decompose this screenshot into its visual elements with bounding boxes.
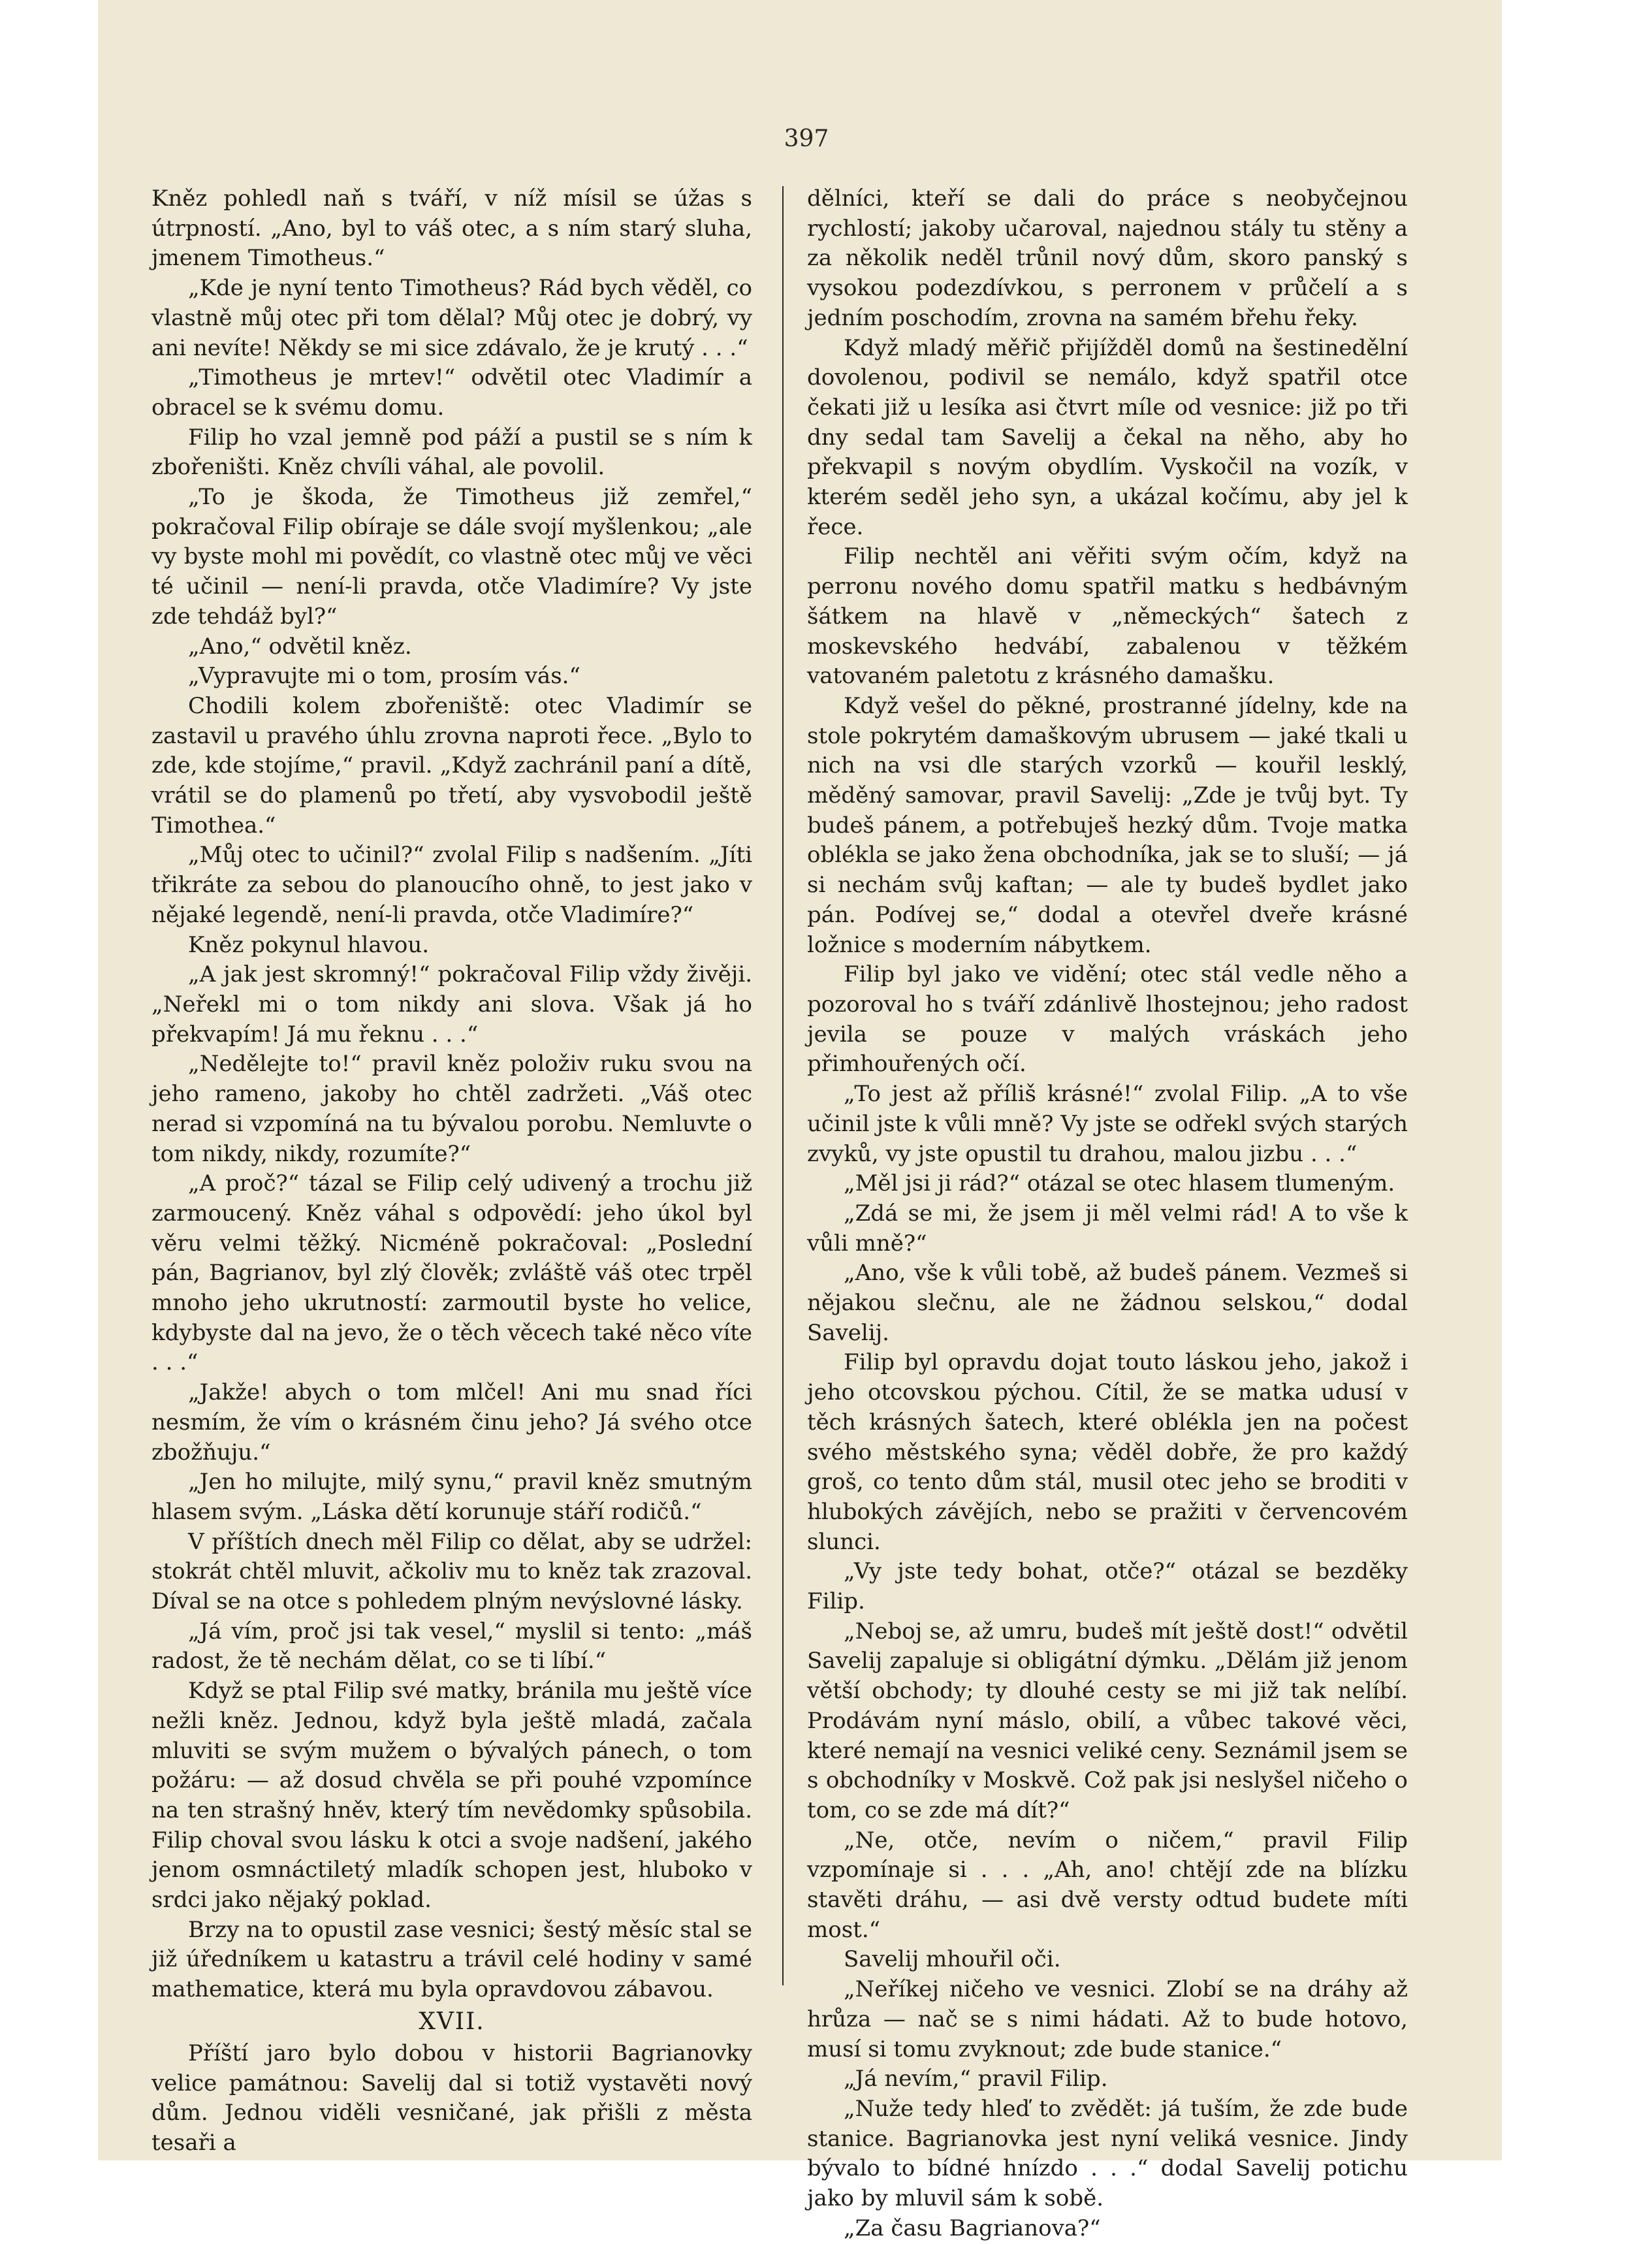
paragraph: „Nuže tedy hleď to zvědět: já tuším, že zde bude stanice. Bagrianovka jest nyní veliká vesnice. Jindy bývalo to bídné hnízdo . . .“ dodal Savelij potichu jako by mluvil sám k sobě. [807, 2096, 1408, 2212]
paragraph: „Já nevím,“ pravil Filip. [844, 2066, 1108, 2092]
paragraph: Kněz pokynul hlavou. [188, 931, 430, 958]
paragraph: Filip byl opravdu dojat touto láskou jeho, jakož i jeho otcovskou pýchou. Cítil, že se matka udusí v těch krásných šatech, které oblékla jen na počest svého městského syna; věděl dobře, že pro každý groš, co tento dům stál, musil otec jeho se broditi v hlubokých závějích, nebo se pražiti v červencovém slunci. [807, 1349, 1408, 1555]
paragraph: „Měl jsi ji rád?“ otázal se otec hlasem tlumeným. [844, 1170, 1395, 1197]
paragraph: „Vypravujte mi o tom, prosím vás.“ [188, 663, 580, 690]
paragraph: Když vešel do pěkné, prostranné jídelny, kde na stole pokrytém damaškovým ubrusem — jaké tkali u nich na vsi dle starých vzorků — kouřil lesklý, měděný samovar, pravil Savelij: „Zde je tvůj byt. Ty budeš pánem, a potřebuješ hezký dům. Tvoje matka oblékla se jako žena obchodníka, jak se to sluší; — já si nechám svůj kaftan; — ale ty budeš bydlet jako pán. Podívej se,“ dodal a otevřel dveře krásné ložnice s moderním nábytkem. [807, 692, 1408, 958]
right-column [807, 184, 1408, 2244]
paragraph: Chodili kolem zbořeniště: otec Vladimír se zastavil u pravého úhlu zrovna naproti řece. „Bylo to zde, kde stojíme,“ pravil. „Když zachránil paní a dítě, vrátil se do plamenů po třetí, aby vysvobodil ještě Timothea.“ [151, 692, 752, 839]
paragraph: Brzy na to opustil zase vesnici; šestý měsíc stal se již úředníkem u katastru a trávil celé hodiny v samé mathematice, která mu byla opravdovou zábavou. [151, 1916, 752, 2003]
paragraph: „Nedělejte to!“ pravil kněz položiv ruku svou na jeho rameno, jakoby ho chtěl zadržeti. „Váš otec nerad si vzpomíná na tu bývalou porobu. Nemluvte o tom nikdy, nikdy, rozumíte?“ [151, 1051, 752, 1167]
paragraph: „Timotheus je mrtev!“ odvětil otec Vladimír a obracel se k svému domu. [151, 364, 752, 421]
paragraph: „Můj otec to učinil?“ zvolal Filip s nadšením. „Jíti třikráte za sebou do planoucího ohně, to jest jako v nějaké legendě, není-li pravda, otče Vladimíre?“ [151, 842, 752, 928]
paragraph: Příští jaro bylo dobou v historii Bagrianovky velice památnou: Savelij dal si totiž vystavěti nový dům. Jednou viděli vesničané, jak přišli z města tesaři a [151, 2040, 752, 2156]
paragraph: „Kde je nyní tento Timotheus? Rád bych věděl, co vlastně můj otec při tom dělal? Můj otec je dobrý, vy ani nevíte! Někdy se mi sice zdávalo, že je krutý . . .“ [151, 275, 752, 361]
page-number: 397 [784, 125, 829, 152]
paragraph: „Za času Bagrianova?“ [844, 2215, 1101, 2241]
paragraph: Savelij mhouřil oči. [844, 1946, 1061, 1973]
paragraph: Filip byl jako ve vidění; otec stál vedle něho a pozoroval ho s tváří zdánlivě lhostejnou; jeho radost jevila se pouze v malých vráskách jeho přimhouřených očí. [807, 961, 1408, 1078]
paragraph: „Já vím, proč jsi tak vesel,“ myslil si tento: „máš radost, že tě nechám dělat, co se ti líbí.“ [151, 1618, 752, 1675]
chapter-heading: XVII. [419, 2008, 485, 2035]
paragraph: „Jakže! abych o tom mlčel! Ani mu snad říci nesmím, že vím o krásném činu jeho? Já svého otce zbožňuju.“ [151, 1379, 752, 1466]
left-column [151, 184, 752, 2158]
paragraph: Filip ho vzal jemně pod páží a pustil se s ním k zbořeništi. Kněz chvíli váhal, ale povolil. [151, 424, 752, 481]
paragraph: „Jen ho milujte, milý synu,“ pravil kněz smutným hlasem svým. „Láska dětí korunuje stáří rodičů.“ [151, 1469, 752, 1525]
paragraph: „To jest až příliš krásné!“ zvolal Filip. „A to vše učinil jste k vůli mně? Vy jste se odřekl svých starých zvyků, vy jste opustil tu drahou, malou jizbu . . .“ [807, 1081, 1408, 1167]
paragraph: „Ano, vše k vůli tobě, až budeš pánem. Vezmeš si nějakou slečnu, ale ne žádnou selskou,“ dodal Savelij. [807, 1260, 1408, 1346]
column-divider [782, 186, 784, 1985]
paragraph: Když mladý měřič přijížděl domů na šestinedělní dovolenou, podivil se nemálo, když spatřil otce čekati již u lesíka asi čtvrt míle od vesnice: již po tři dny sedal tam Savelij a čekal na něho, aby ho překvapil s novým obydlím. Vyskočil na vozík, v kterém seděl jeho syn, a ukázal kočímu, aby jel k řece. [807, 334, 1408, 540]
paragraph: „To je škoda, že Timotheus již zemřel,“ pokračoval Filip obíraje se dále svojí myšlenkou; „ale vy byste mohl mi povědít, co vlastně otec můj ve věci té učinil — není-li pravda, otče Vladimíre? Vy jste zde tehdáž byl?“ [151, 484, 752, 630]
paragraph: Kněz pohledl naň s tváří, v níž mísil se úžas s útrpností. „Ano, byl to váš otec, a s ním starý sluha, jmenem Timotheus.“ [151, 185, 752, 272]
paragraph: „Vy jste tedy bohat, otče?“ otázal se bezděky Filip. [807, 1558, 1408, 1615]
paragraph: „A proč?“ tázal se Filip celý udivený a trochu již zarmoucený. Kněz váhal s odpovědí: jeho úkol byl věru velmi těžký. Nicméně pokračoval: „Poslední pán, Bagrianov, byl zlý člověk; zvláště váš otec trpěl mnoho jeho ukrutností: zarmoutil byste ho velice, kdybyste dal na jevo, že o těch věcech také něco víte . . .“ [151, 1170, 752, 1376]
paragraph: „Ano,“ odvětil kněz. [188, 633, 412, 660]
scan-margin [1502, 0, 1652, 2160]
paragraph: „Neříkej ničeho ve vesnici. Zlobí se na dráhy až hrůza — nač se s nimi hádati. Až to bude hotovo, musí si tomu zvyknout; zde bude stanice.“ [807, 1976, 1408, 2062]
paragraph: dělníci, kteří se dali do práce s neobyčejnou rychlostí; jakoby učaroval, najednou stály tu stěny a za několik neděl trůnil nový dům, skoro panský s vysokou podezdívkou, s perronem v průčelí a s jedním poschodím, zrovna na samém břehu řeky. [807, 185, 1408, 331]
paragraph: V příštích dnech měl Filip co dělat, aby se udržel: stokrát chtěl mluvit, ačkoliv mu to kněz tak zrazoval. Díval se na otce s pohledem plným nevýslovné lásky. [151, 1528, 752, 1615]
paragraph: „Ne, otče, nevím o ničem,“ pravil Filip vzpomínaje si . . . „Ah, ano! chtějí zde na blízku stavěti dráhu, — asi dvě versty odtud budete míti most.“ [807, 1827, 1408, 1943]
paragraph: Filip nechtěl ani věřiti svým očím, když na perronu nového domu spatřil matku s hedbávným šátkem na hlavě v „německých“ šatech z moskevského hedvábí, zabalenou v těžkém vatovaném paletotu z krásného damašku. [807, 543, 1408, 690]
paragraph: „A jak jest skromný!“ pokračoval Filip vždy živěji. „Neřekl mi o tom nikdy ani slova. Však já ho překvapím! Já mu řeknu . . .“ [151, 961, 752, 1048]
paragraph: „Neboj se, až umru, budeš mít ještě dost!“ odvětil Savelij zapaluje si obligátní dýmku. „Dělám již jenom větší obchody; ty dlouhé cesty se mi již tak nelíbí. Prodávám nyní máslo, obilí, a vůbec takové věci, které nemají na vesnici veliké ceny. Seznámil jsem se s obchodníky v Moskvě. Což pak jsi neslyšel ničeho o tom, co se zde má dít?“ [807, 1618, 1408, 1823]
paragraph: „Zdá se mi, že jsem ji měl velmi rád! A to vše k vůli mně?“ [807, 1200, 1408, 1257]
paragraph: Když se ptal Filip své matky, bránila mu ještě více nežli kněz. Jednou, když byla ještě mladá, začala mluviti se svým mužem o bývalých pánech, o tom požáru: — až dosud chvěla se při pouhé vzpomínce na ten strašný hněv, který tím nevědomky spůsobila. Filip choval svou lásku k otci a svoje nadšení, jakého jenom osmnáctiletý mladík schopen jest, hluboko v srdci jako nějaký poklad. [151, 1678, 752, 1914]
